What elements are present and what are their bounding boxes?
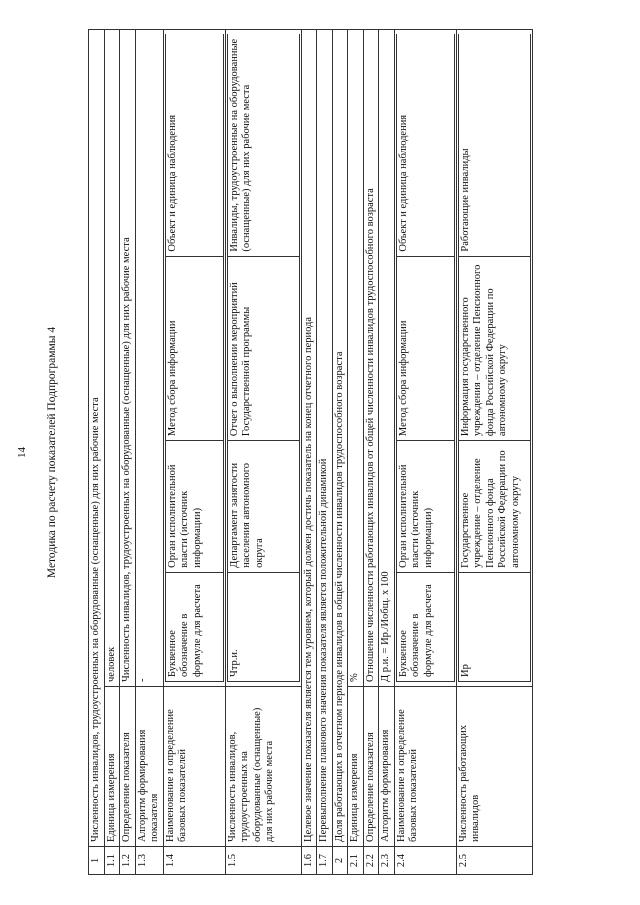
detail-subtable: [165, 34, 224, 682]
section-text: Целевое значение показателя является тем уровнем, который должен достичь показатель на конец отчетного периода: [301, 30, 317, 847]
detail-cell: Буквенное обозначение в формуле для расчета: [396, 572, 454, 681]
table-row: [379, 30, 395, 875]
detail-subtable: [227, 34, 300, 682]
row-number: 1: [89, 847, 105, 875]
detail-cell: Инвалиды, трудоустроенные на оборудованные (оснащенные) для них рабочие места: [227, 34, 299, 256]
row-number: 1.1: [104, 847, 120, 875]
row-label: Определение показателя: [363, 687, 379, 847]
row-number: 1.2: [120, 847, 136, 875]
table-row: [394, 30, 456, 875]
row-number: 2.5: [456, 847, 532, 875]
row-number: 1.4: [163, 847, 225, 875]
metrics-table-body: [89, 30, 533, 875]
table-row: [225, 30, 301, 875]
row-label: Алгоритм формирования показателя: [135, 687, 163, 847]
detail-cell: Департамент занятости населения автономного округа: [227, 441, 299, 573]
row-details: [225, 30, 301, 687]
detail-cell: Объект и единица наблюдения: [165, 34, 223, 256]
row-value: Численность инвалидов, трудоустроенных на оборудованные (оснащенные) для них рабочие места: [120, 30, 136, 687]
table-row: [456, 30, 532, 875]
table-row: [363, 30, 379, 875]
row-label: Численность работающих инвалидов: [456, 687, 532, 847]
row-number: 1.5: [225, 847, 301, 875]
row-value: Д р.и. = Ир./Иобщ. х 100: [379, 30, 395, 687]
row-label: Численность инвалидов, трудоустроенных на оборудованные (оснащенные) для них рабочие места: [225, 687, 301, 847]
row-number: 2.2: [363, 847, 379, 875]
detail-cell: Чтр.и.: [227, 572, 299, 681]
detail-cell: Работающие инвалиды: [458, 34, 530, 256]
page-number: 14: [16, 447, 28, 458]
row-value: Отношение численности работающих инвалидов от общей численности инвалидов трудоспособного возраста: [363, 30, 379, 687]
row-number: 2: [332, 847, 348, 875]
row-number: 1.3: [135, 847, 163, 875]
detail-cell: Государственное учреждение – отделение Пенсионного фонда Российской Федерации по автономному округу: [458, 441, 530, 573]
detail-subtable: [396, 34, 455, 682]
row-number: 2.1: [348, 847, 364, 875]
row-label: Алгоритм формирования: [379, 687, 395, 847]
section-text: Доля работающих в отчетном периоде инвалидов в общей численности инвалидов трудоспособного возраста: [332, 30, 348, 847]
row-details: [394, 30, 456, 687]
row-number: 2.3: [379, 847, 395, 875]
row-label: Наименование и определение базовых показателей: [163, 687, 225, 847]
table-row: [332, 30, 348, 875]
row-value: человек: [104, 30, 120, 687]
detail-cell: Информация государственного учреждения – отделение Пенсионного фонда Российской Федерации по автономному округу: [458, 256, 530, 440]
table-row: [135, 30, 163, 875]
row-number: 1.6: [301, 847, 317, 875]
table-row: [348, 30, 364, 875]
table-row: [120, 30, 136, 875]
section-text: Численность инвалидов, трудоустроенных на оборудованные (оснащенные) для них рабочие места: [89, 30, 105, 847]
row-number: 2.4: [394, 847, 456, 875]
section-text: Перевыполнение планового значения показателя является положительной динамикой: [317, 30, 333, 847]
detail-cell: Метод сбора информации: [396, 256, 454, 440]
detail-cell: Орган исполнительной власти (источник информации): [165, 441, 223, 573]
detail-cell: Буквенное обозначение в формуле для расчета: [165, 572, 223, 681]
row-value: -: [135, 30, 163, 687]
row-label: Наименование и определение базовых показателей: [394, 687, 456, 847]
table-row: [89, 30, 105, 875]
detail-cell: Орган исполнительной власти (источник информации): [396, 441, 454, 573]
row-details: [456, 30, 532, 687]
table-row: [163, 30, 225, 875]
detail-cell: Ир: [458, 572, 530, 681]
document-title: Методика по расчету показателей Подпрограммы 4: [46, 326, 58, 579]
row-number: 1.7: [317, 847, 333, 875]
row-label: Определение показателя: [120, 687, 136, 847]
table-row: [317, 30, 333, 875]
table-row: [104, 30, 120, 875]
table-row: [301, 30, 317, 875]
row-value: %: [348, 30, 364, 687]
detail-cell: Объект и единица наблюдения: [396, 34, 454, 256]
row-details: [163, 30, 225, 687]
row-label: Единица измерения: [348, 687, 364, 847]
metrics-table: [88, 29, 533, 875]
detail-subtable: [458, 34, 531, 682]
detail-cell: Отчет о выполнении мероприятий Государственной программы: [227, 256, 299, 440]
detail-cell: Метод сбора информации: [165, 256, 223, 440]
row-label: Единица измерения: [104, 687, 120, 847]
